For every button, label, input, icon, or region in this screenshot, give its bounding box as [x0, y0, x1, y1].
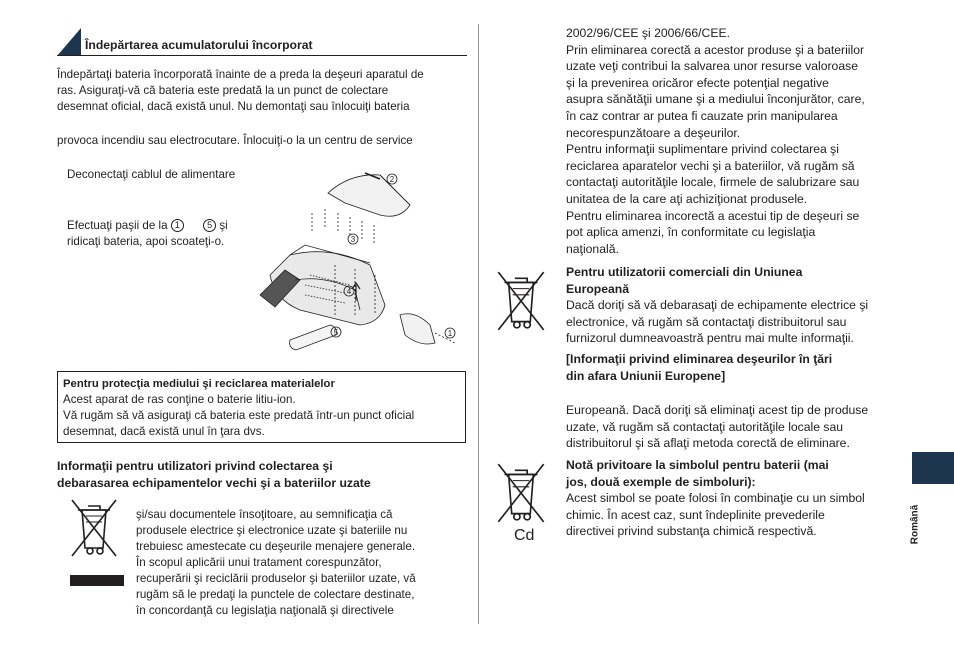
text-line: Acest simbol se poate folosi în combinaţie cu un simbol — [566, 491, 865, 506]
text-line: naţională. — [566, 241, 619, 256]
text-line: ras. Asiguraţi-vă că bateria este predată la un punct de colectare — [57, 84, 389, 97]
text-line: uzate, vă rugăm să contactaţi autorităţile locale sau — [566, 419, 844, 434]
crossed-out-bin-icon-battery — [494, 460, 548, 526]
commercial-title-line: Pentru utilizatorii comerciali din Uniunea — [566, 265, 803, 279]
environment-box-content — [63, 376, 414, 440]
text-line: distribuitorul şi să aflaţi metoda corectă de eliminare. — [566, 436, 850, 451]
crossed-out-bin-icon — [68, 496, 120, 560]
heading-rule — [57, 55, 467, 56]
cadmium-symbol-label: Cd — [514, 527, 535, 544]
text-line: electronice, vă rugăm să contactaţi distribuitorul sau — [566, 314, 847, 329]
callout-2: 2 — [389, 175, 395, 184]
environment-box-line: Vă rugăm să vă asiguraţi că bateria este predată într-un punct oficial — [63, 409, 415, 422]
text-line: în concordanţă cu legislaţia naţională şi directivele — [136, 604, 394, 617]
callout-1: 1 — [447, 329, 453, 338]
text-line: în caz contrar ar putea fi cauzate prin manipularea — [566, 108, 838, 123]
text-line: produsele electrice şi electronice uzate şi bateriile nu — [136, 524, 408, 537]
text-line: uzate veţi contribui la salvarea unor resurse valoroase — [566, 59, 858, 74]
text-line: Europeană. Dacă doriţi să eliminaţi acest tip de produse — [566, 403, 869, 417]
step-number-5: 5 — [203, 219, 216, 232]
outside-eu-text — [566, 402, 868, 452]
text-line: trebuiesc amestecate cu deşeurile menajere generale. — [136, 540, 416, 553]
text-line: rugăm să le predaţi la punctele de colectare destinate, — [136, 588, 415, 601]
column-divider — [478, 24, 479, 624]
outside-eu-title-line: din afara Uniunii Europene] — [566, 368, 726, 383]
battery-symbol-section — [566, 457, 865, 540]
disposal-title — [57, 458, 371, 491]
text-line: În scopul aplicării unui tratament corespunzător, — [136, 556, 382, 569]
section-heading: Îndepărtarea acumulatorului încorporat — [85, 38, 313, 52]
step-2-prefix: Efectuaţi paşii de la — [67, 219, 168, 232]
text-line: reciclarea aparatelor vechi şi a bateriilor, vă rugăm să — [566, 158, 855, 173]
text-line: recuperării şi reciclării produselor şi bateriilor uzate, vă — [136, 572, 416, 585]
text-line: pot aplica amenzi, în conformitate cu legislaţia — [566, 225, 816, 240]
text-line: Dacă doriţi să vă debarasaţi de echipamente electrice şi — [566, 298, 869, 313]
text-line: şi/sau documentele însoţitoare, au semnificaţia că — [136, 508, 393, 521]
disposal-text — [136, 507, 416, 619]
step-2-text — [67, 218, 228, 250]
commercial-title-line: Europeană — [566, 281, 629, 296]
text-line: Pentru eliminarea incorectă a acestui tip de deşeuri se — [566, 208, 860, 223]
text-line: 2002/96/CEE şi 2006/66/CEE. — [566, 26, 730, 40]
text-line: asupra sănătăţii umane şi a mediului înconjurător, care, — [566, 92, 865, 107]
language-label-text: Română — [909, 504, 921, 545]
environment-box-title: Pentru protecţia mediului şi reciclarea materialelor — [63, 378, 335, 390]
step-2-line: ridicaţi bateria, apoi scoateţi-o. — [67, 235, 225, 248]
shaver-disassembly-illustration — [250, 165, 465, 365]
text-line: unitatea de la care aţi achiziţionat produsele. — [566, 191, 808, 206]
section1-text-line4: provoca incendiu sau electrocutare. Înlocuiţi-o la un centru de service — [57, 134, 413, 147]
text-line: contactaţi autorităţile locale, firmele de salubrizare sau — [566, 175, 860, 190]
bin-underline-bar — [70, 575, 124, 586]
text-line: chimic. În acest caz, sunt îndeplinite prevederile — [566, 507, 825, 522]
disposal-title-line: debarasarea echipamentelor vechi şi a bateriilor uzate — [57, 475, 371, 490]
text-line: necorespunzătoare a deşeurilor. — [566, 125, 741, 140]
battery-title-line: jos, două exemple de simboluri): — [566, 474, 756, 489]
right-top-text — [566, 25, 865, 257]
callout-5: 5 — [333, 328, 339, 337]
environment-box-line: desemnat, dacă există unul în ţara dvs. — [63, 425, 265, 438]
commercial-section — [566, 264, 868, 347]
language-label — [905, 497, 925, 557]
text-line: Îndepărtaţi bateria încorporată înainte de a preda la deşeuri aparatul de — [57, 68, 424, 81]
text-line: şi la prevenirea oricăror efecte potenţial negative — [566, 75, 829, 90]
environment-box-line: Acest aparat de ras conţine o baterie litiu-ion. — [63, 393, 296, 406]
text-line: directivei privind substanţa chimică respectivă. — [566, 524, 817, 539]
outside-eu-title-line: [Informaţii privind eliminarea deşeurilor în ţări — [566, 352, 833, 366]
text-line: desemnat oficial, dacă există unul. Nu demontaţi sau înlocuiţi bateria — [57, 100, 410, 113]
battery-title-line: Notă privitoare la simbolul pentru baterii (mai — [566, 458, 829, 472]
text-line: Prin eliminarea corectă a acestor produse şi a bateriilor — [566, 42, 865, 57]
disposal-title-line: Informaţii pentru utilizatori privind colectarea şi — [57, 459, 333, 473]
callout-4: 4 — [346, 287, 352, 296]
step-1-text: Deconectaţi cablul de alimentare — [67, 168, 236, 181]
text-line: furnizorul dumneavoastră pentru mai multe informaţii. — [566, 331, 854, 346]
step-number-1: 1 — [171, 219, 184, 232]
crossed-out-bin-icon-commercial — [494, 268, 548, 334]
step-2-and: şi — [219, 219, 228, 232]
step-2-line — [67, 218, 228, 234]
callout-3: 3 — [350, 235, 356, 244]
heading-corner-triangle-icon — [57, 28, 81, 56]
section1-text — [57, 67, 424, 115]
language-tab — [912, 452, 954, 484]
text-line: Pentru informaţii suplimentare privind colectarea şi — [566, 142, 839, 157]
outside-eu-title — [566, 351, 832, 384]
